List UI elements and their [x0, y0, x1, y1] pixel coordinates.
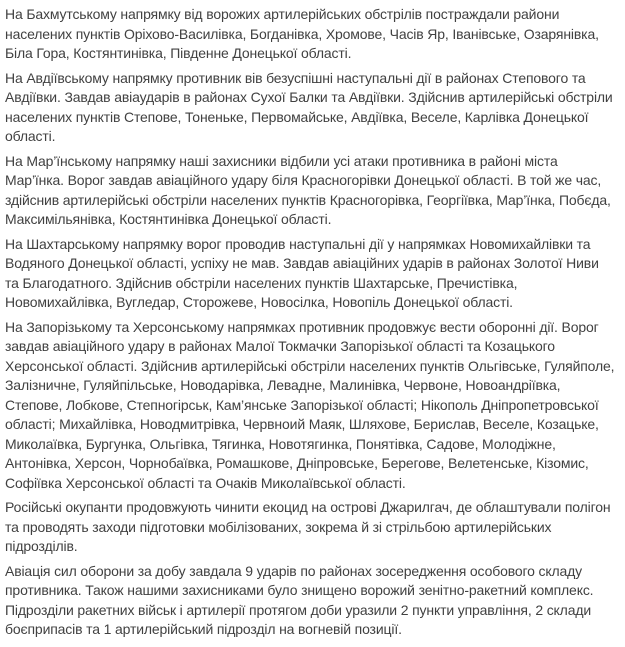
paragraph-avdiivka-direction: На Авдіївському напрямку противник вів безуспішні наступальні дії в районах Степового та Авдіївки. Завдав авіаударів в районах Сухої Балки та Авдіївки. Здійснив артилерійські обстріли населених пунктів Степове, Тоненьке, Первомайське, Авдіївка, Веселе, Карлівка Донецької області. — [5, 69, 613, 144]
paragraph-marinka-direction: На Мар’їнському напрямку наші захисники відбили усі атаки противника в районі міста Мар’їнка. Ворог завдав авіаційного удару біля Красногорівки Донецької області. В той же час, здійснив артилерійські обстріли населених пунктів Красногорівка, Георгіївка, Мар’їнка, Побєда, Максимільянівка, Костянтинівка Донецької області. — [5, 152, 611, 227]
paragraph-bakhmut-direction: На Бахмутському напрямку від ворожих артилерійських обстрілів постраждали райони населених пунктів Оріхово-Василівка, Богданівка, Хромове, Часів Яр, Іванівське, Озарянівка, Біла Гора, Костянтинівка, Південне Донецької області. — [5, 6, 599, 61]
paragraph-defense-aviation-strikes: Авіація сил оборони за добу завдала 9 ударів по районах зосередження особового складу противника. Також нашими захисниками було знищено ворожий зенітно-ракетний комплекс. — [5, 562, 594, 598]
paragraph-zaporizhzhia-kherson-direction: На Запорізькому та Херсонському напрямках противник продовжує вести оборонні дії. Ворог завдав авіаційного удару в районах Малої Токмачки Запорізької області та Козацького Херсонської області. Здійснив артилерійські обстріли населених пунктів Ольгівське, Гуляйполе, Залізничне, Гуляйпільське, Новодарівка, Левадне, Малинівка, Червоне, Новоандріївка, Степове, Лобкове, Степногірськ, Кам’янське Запорізької області; Нікополь Дніпропетровської області; Михайлівка, Новодмитрівка, Червноий Маяк, Шляхове, Берислав, Веселе, Козацьке, Миколаївка, Бургунка, Ольгівка, Тягинка, Новотягинка, Понятівка, Садове, Молодіжне, Антонівка, Херсон, Чорнобаївка, Ромашкове, Дніпровське, Берегове, Велетенське, Кізомис, Софіївка Херсонської області та Очаків Миколаївської області. — [5, 318, 615, 491]
paragraph-missile-artillery-strikes: Підрозділи ракетних військ і артилерії протягом доби уразили 2 пункти управління, 2 склади боєприпасів та 1 артилерійський підрозділ на вогневій позиції. — [5, 601, 592, 637]
paragraph-shakhtarske-direction: На Шахтарському напрямку ворог проводив наступальні дії у напрямках Новомихайлівки та Водяного Донецької області, успіху не мав. Завдав авіаційних ударів в районах Золотої Ниви та Благодатного. Здійснив обстріли населених пунктів Шахтарське, Пречистівка, Новомихайлівка, Вугледар, Сторожеве, Новосілка, Новопіль Донецької області. — [5, 235, 599, 310]
paragraph-dzharylhach-ecocide: Російські окупанти продовжують чинити екоцид на острові Джарилгач, де облаштували полігон та проводять заходи підготовки мобілізованих, зокрема й зі стрільбою артилерійських підрозділів. — [5, 499, 611, 554]
